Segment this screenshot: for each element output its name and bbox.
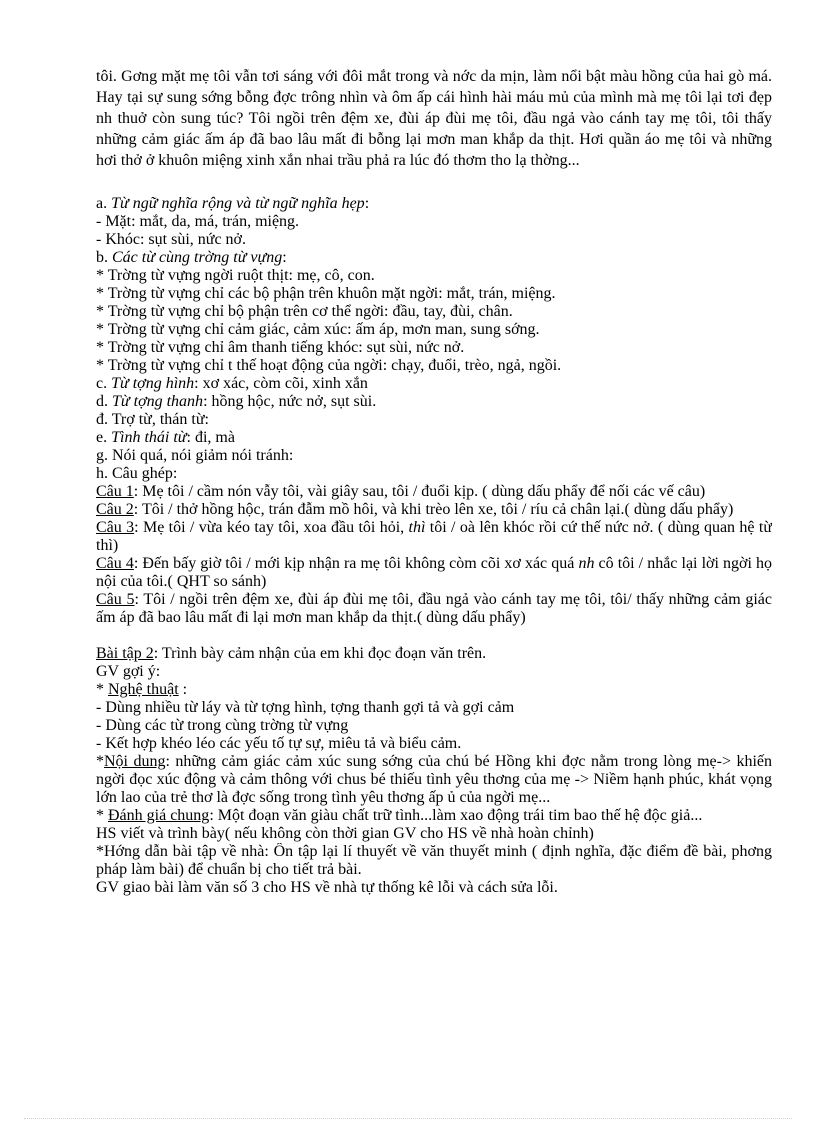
spacer [96,627,772,645]
section-a-prefix: a. [96,195,112,212]
intro-paragraph: tôi. Gơng mặt mẹ tôi vẫn tơi sáng với đôi mắt trong và nớc da mịn, làm nổi bật màu hồng của hai gò má. Hay tại sự sung sớng bỗng đợc trông nhìn và ôm ấp cái hình hài máu mủ của mình mà mẹ tôi lại tơi đẹp nh thuở còn sung túc? Tôi ngồi trên đệm xe, đùi áp đùi mẹ tôi, đầu ngả vào cánh tay mẹ tôi, tôi thấy những cảm giác ấm áp đã bao lâu mất đi bỗng lại mơn man khắp da thịt. Hơi quần áo mẹ tôi và những hơi thở ở khuôn miệng xinh xắn nhai trầu phả ra lúc đó thơm tho lạ thờng... [96,68,772,169]
spacer [96,171,772,195]
noi-dung [96,753,772,807]
nghe-thuat-line: - Dùng các từ trong cùng trờng từ vựng [96,717,349,734]
noi-dung-prefix: * [96,753,104,770]
cau-text: : Mẹ tôi / vừa kéo tay tôi, xoa đầu tôi hỏi, [134,519,409,536]
section-c-title: Từ tợng hình [111,375,195,392]
cau-4 [96,555,772,591]
section-b-prefix: b. [96,249,112,266]
cau-label: Câu 2 [96,501,134,518]
section-d [96,393,772,411]
section-a-line: - Khóc: sụt sùi, nức nở. [96,231,247,248]
section-b-line: * Trờng từ vựng chỉ các bộ phận trên khuôn mặt ngời: mắt, trán, miệng. [96,285,556,302]
section-d-text: : hồng hộc, nức nở, sụt sùi. [203,393,377,410]
cau-label: Câu 5 [96,591,135,608]
cau-label: Câu 1 [96,483,134,500]
final-line: GV giao bài làm văn số 3 cho HS về nhà tự thống kê lỗi và cách sửa lỗi. [96,879,558,896]
cau-text: : Tôi / ngồi trên đệm xe, đùi áp đùi mẹ tôi, đầu ngả vào cánh tay mẹ tôi, tôi/ thấy những cảm giác ấm áp đã bao lâu mất đi lại mơn man khắp da thịt.( dùng dấu phẩy) [96,591,772,626]
section-a-heading [96,195,772,213]
section-b-heading [96,249,772,267]
section-e-prefix: e. [96,429,112,446]
section-a-line: - Mặt: mắt, da, má, trán, miệng. [96,213,300,230]
final-line: HS viết và trình bày( nếu không còn thời gian GV cho HS về nhà hoàn chỉnh) [96,825,594,842]
cau-2 [96,501,772,519]
noi-dung-label: Nội dung [104,753,166,770]
cau-text: : Tôi / thở hồng hộc, trán đẫm mồ hôi, và khi trèo lên xe, tôi / ríu cả chân lại.( dùng dấu phẩy) [133,501,734,518]
nghe-thuat-heading [96,681,772,699]
section-b-suffix: : [282,249,287,266]
danh-gia-prefix: * [96,807,108,824]
cau-3 [96,519,772,555]
noi-dung-text: : những cảm giác cảm xúc sung sớng của chú bé Hồng khi đợc nằm trong lòng mẹ-> khiến ngời đọc xúc động và cảm thông với chus bé thiếu tình yêu thơng của mẹ -> Niềm hạnh phúc, khát vọng lớn lao của trẻ thơ là đợc sống trong tình yêu thơng ấp ủ của ngời mẹ... [96,753,772,806]
cau-text: tôi / oà lên khóc rồi cứ thế nức nở. ( dùng quan hệ từ thì) [96,519,772,554]
document-page [96,66,772,897]
danh-gia-text: : Một đoạn văn giàu chất trữ tình...làm xao động trái tim bao thế hệ độc giả... [209,807,703,824]
section-c [96,375,772,393]
bai-tap-label: Bài tập 2 [96,645,154,662]
nghe-thuat-prefix: * [96,681,108,698]
cau-italic: nh [578,555,595,572]
section-b-line: * Trờng từ vựng chỉ âm thanh tiếng khóc: sụt sùi, nức nở. [96,339,465,356]
bai-tap-text: : Trình bày cảm nhận của em khi đọc đoạn văn trên. [153,645,487,662]
danh-gia-label: Đánh giá chung [108,807,210,824]
section-b-line: * Trờng từ vựng chỉ cảm giác, cảm xúc: ấm áp, mơn man, sung sớng. [96,321,540,338]
section-b-line: * Trờng từ vựng ngời ruột thịt: mẹ, cô, con. [96,267,375,284]
bai-tap-2 [96,645,772,663]
final-line: *Hớng dẫn bài tập về nhà: Ôn tập lại lí thuyết về văn thuyết minh ( định nghĩa, đặc điểm đề bài, phơng pháp làm bài) để chuẩn bị cho tiết trả bài. [96,843,772,878]
danh-gia-chung [96,807,772,825]
cau-text: : Đến bấy giờ tôi / mới kịp nhận ra mẹ tôi không còm cõi xơ xác quá [133,555,579,572]
section-e-text: : đi, mà [186,429,235,446]
section-b-line: * Trờng từ vựng chỉ bộ phận trên cơ thể ngời: đầu, tay, đùi, chân. [96,303,513,320]
nghe-thuat-line: - Kết hợp khéo léo các yếu tố tự sự, miêu tả và biểu cảm. [96,735,462,752]
section-c-text: : xơ xác, còm cõi, xinh xắn [194,375,368,392]
section-e-title: Tình thái từ [111,429,187,446]
section-d-prefix: d. [96,393,112,410]
section-b-title: Các từ cùng trờng từ vựng [112,249,283,266]
section-d-title: Từ tợng thanh [112,393,204,410]
page-bottom-border [24,1118,792,1119]
section-b-line: * Trờng từ vựng chỉ t thế hoạt động của ngời: chạy, đuổi, trèo, ngả, ngồi. [96,357,562,374]
cau-text: cô tôi / nhắc lại lời ngời họ nội của tôi.( QHT so sánh) [96,555,772,590]
cau-text: : Mẹ tôi / cầm nón vẫy tôi, vài giây sau, tôi / đuổi kịp. ( dùng dấu phẩy để nối các vế câu) [133,483,706,500]
gv-goi-y: GV gợi ý: [96,663,161,680]
section-dd: đ. Trợ từ, thán từ: [96,411,209,428]
section-a-suffix: : [364,195,370,212]
section-h: h. Câu ghép: [96,465,178,482]
nghe-thuat-line: - Dùng nhiều từ láy và từ tợng hình, tợng thanh gợi tả và gợi cảm [96,699,515,716]
section-a-title: Từ ngữ nghĩa rộng và từ ngữ nghĩa hẹp [111,195,365,212]
nghe-thuat-suffix: : [178,681,188,698]
cau-label: Câu 4 [96,555,134,572]
cau-italic: thì [408,519,426,536]
section-c-prefix: c. [96,375,112,392]
cau-label: Câu 3 [96,519,135,536]
section-g: g. Nói quá, nói giảm nói tránh: [96,447,294,464]
section-e [96,429,772,447]
nghe-thuat-label: Nghệ thuật [108,681,179,698]
cau-1 [96,483,772,501]
cau-5 [96,591,772,627]
